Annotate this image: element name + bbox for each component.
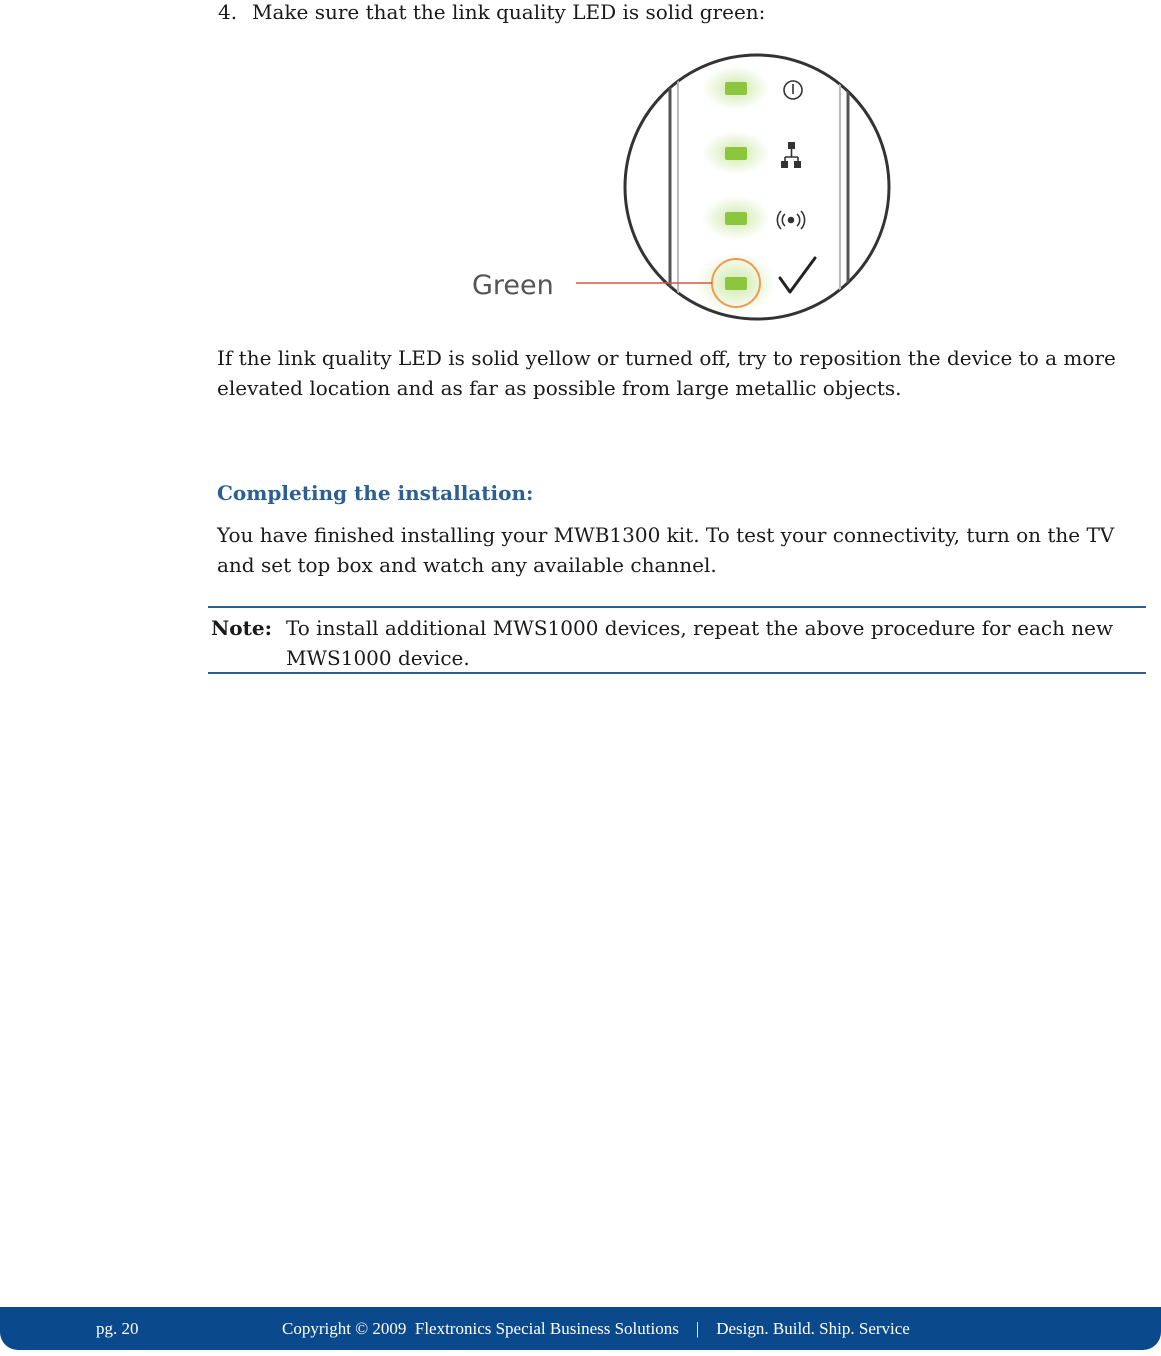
reposition-paragraph: If the link quality LED is solid yellow or turned off, try to reposition the device to a more elevated location and as far as possible from large metallic objects. [217,346,1116,400]
note-text: To install additional MWS1000 devices, repeat the above procedure for each new MWS1000 device. [286,616,1114,670]
power-led [725,82,747,95]
note-box [208,606,1146,674]
network-led [725,147,747,160]
note-label: Note: [211,616,272,640]
link-quality-led [725,277,747,290]
section-heading: Completing the installation: [217,481,534,505]
step-number: 4. [218,0,238,24]
wireless-led [725,212,747,225]
step-4 [218,0,765,24]
page-footer [0,1307,1161,1350]
callout-label: Green [472,270,554,301]
step-text: Make sure that the link quality LED is solid green: [252,0,766,24]
led-figure [460,40,900,335]
footer-copyright: Copyright © 2009 Flextronics Special Business Solutions | Design. Build. Ship. Service [282,1319,910,1338]
page-number: pg. 20 [96,1319,139,1338]
completion-paragraph: You have finished installing your MWB1300 kit. To test your connectivity, turn on the TV and set top box and watch any available channel. [217,523,1115,577]
led-panel-illustration [460,40,900,335]
